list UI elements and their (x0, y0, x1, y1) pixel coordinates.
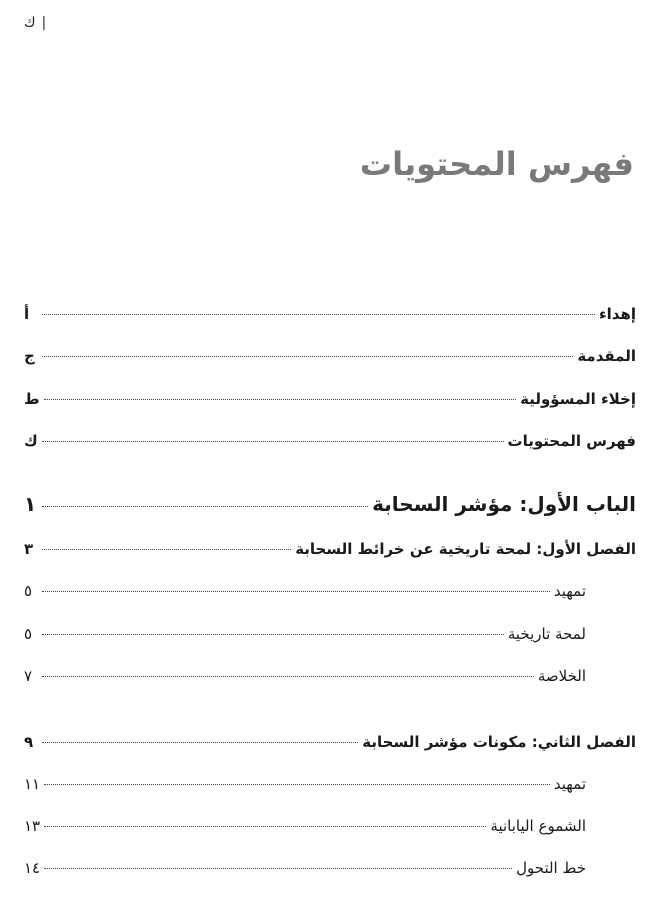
toc-entry-label: خط التحول (516, 859, 586, 877)
dot-leader (42, 549, 291, 550)
toc-entry-section[interactable] (24, 667, 586, 695)
toc-entry-section[interactable] (24, 582, 586, 610)
toc-entry-label: لمحة تاريخية (507, 625, 586, 643)
toc-entry-label: الفصل الأول: لمحة تاريخية عن خرائط السحابة (295, 540, 636, 558)
dot-leader (42, 441, 504, 442)
toc-entry-page: أ (24, 305, 30, 323)
toc-entry-disclaimer[interactable] (24, 390, 636, 418)
toc-entry-page: ١ (24, 492, 37, 516)
toc-entry-label: تمهيد (553, 775, 586, 793)
toc-entry-contents[interactable] (24, 432, 636, 460)
toc-entry-label: الشموع اليابانية (490, 817, 586, 835)
toc-entry-label: تمهيد (553, 582, 586, 600)
dot-leader (42, 356, 573, 357)
toc-entry-label: إهداء (598, 305, 636, 323)
toc-entry-page: ط (24, 390, 40, 408)
dot-leader (42, 314, 595, 315)
toc-entry-section[interactable] (24, 859, 586, 887)
page-number (24, 15, 46, 31)
toc-entry-label: المقدمة (577, 347, 636, 365)
page-title: فهرس المحتويات (359, 145, 634, 183)
toc-entry-page: ١١ (24, 775, 41, 793)
toc-entry-page: ٩ (24, 733, 34, 751)
toc-entry-page: ٣ (24, 540, 34, 558)
toc-entry-section[interactable] (24, 817, 586, 845)
toc-entry-label: فهرس المحتويات (507, 432, 636, 450)
dot-leader (44, 826, 486, 827)
toc-entry-part-one[interactable] (24, 492, 636, 520)
dot-leader (42, 676, 534, 677)
toc-entry-label: الباب الأول: مؤشر السحابة (372, 492, 636, 516)
dot-leader (42, 591, 550, 592)
dot-leader (42, 634, 504, 635)
toc-entry-introduction[interactable] (24, 347, 636, 375)
toc-entry-page: ٥ (24, 582, 33, 600)
dot-leader (44, 784, 550, 785)
toc-entry-chapter-one[interactable] (24, 540, 636, 568)
toc-entry-section[interactable] (24, 775, 586, 803)
toc-entry-label: الفصل الثاني: مكونات مؤشر السحابة (362, 733, 636, 751)
dot-leader (42, 506, 368, 507)
dot-leader (42, 742, 358, 743)
dot-leader (44, 868, 512, 869)
page-number-value: ك (24, 15, 36, 31)
toc-entry-section[interactable] (24, 625, 586, 653)
toc-entry-page: ٥ (24, 625, 33, 643)
page-number-separator: | (41, 15, 47, 31)
toc-entry-label: الخلاصة (537, 667, 586, 685)
toc-entry-label: إخلاء المسؤولية (520, 390, 636, 408)
toc-entry-chapter-two[interactable] (24, 733, 636, 761)
toc-entry-page: ج (24, 347, 35, 365)
toc-entry-page: ك (24, 432, 38, 450)
toc-entry-page: ٧ (24, 667, 33, 685)
dot-leader (44, 399, 517, 400)
toc-entry-dedication[interactable] (24, 305, 636, 333)
toc-entry-page: ١٣ (24, 817, 41, 835)
toc-entry-page: ١٤ (24, 859, 41, 877)
